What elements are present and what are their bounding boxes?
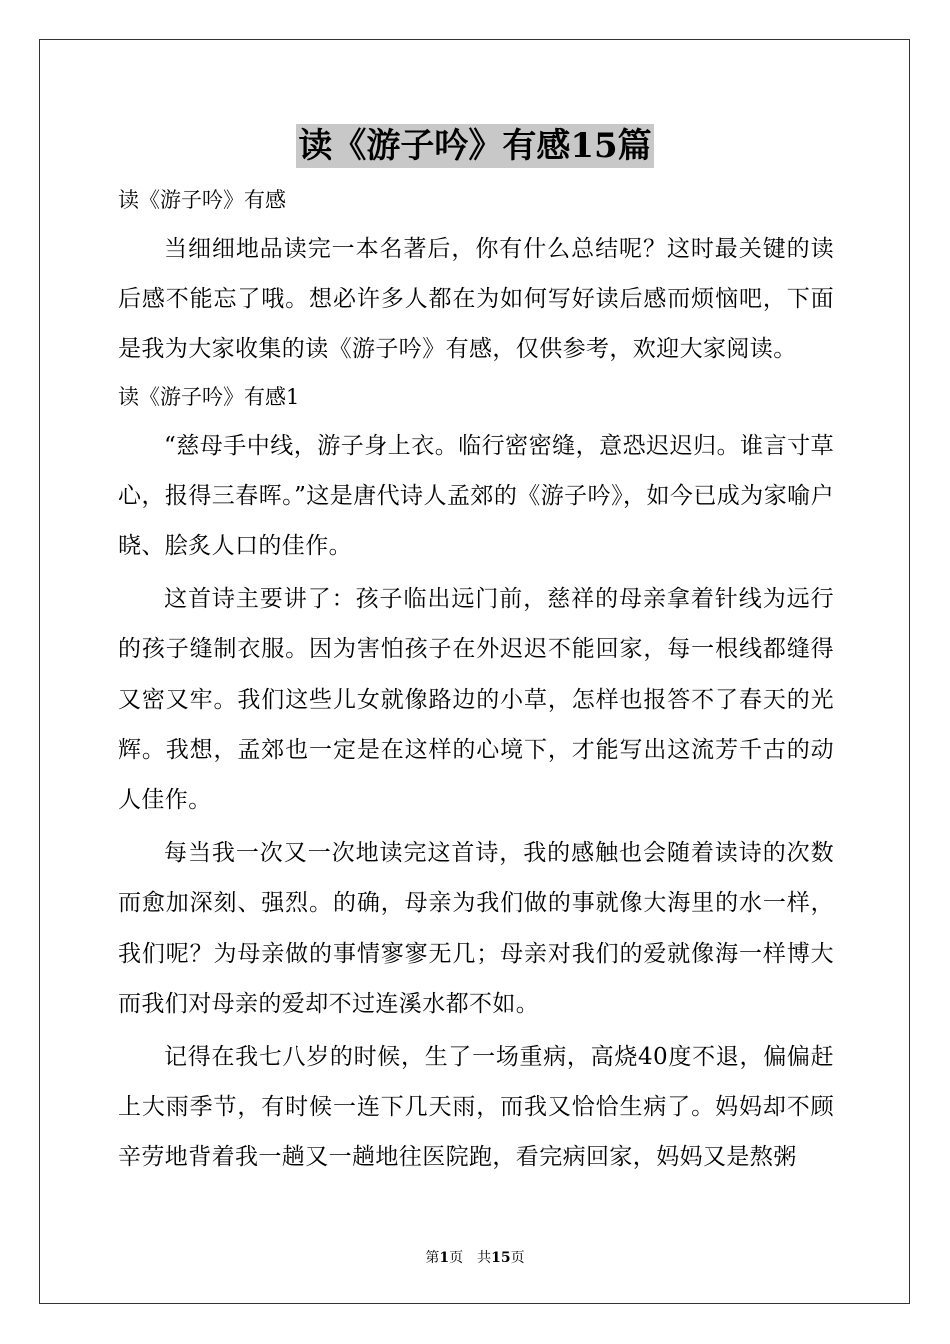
footer-mid: 页 共: [449, 1250, 492, 1266]
document-title-row: [0, 124, 950, 174]
footer-total-pages: 15: [491, 1250, 511, 1266]
footer-prefix: 第: [425, 1250, 440, 1266]
body-paragraph: 这首诗主要讲了：孩子临出远门前，慈祥的母亲拿着针线为远行的孩子缝制衣服。因为害怕孩子在外迟迟不能回家，每一根线都缝得又密又牢。我们这些儿女就像路边的小草，怎样也报答不了春天的光辉。我想，孟郊也一定是在这样的心境下，才能写出这流芳千古的动人佳作。: [118, 586, 834, 814]
page-footer: [0, 1248, 950, 1268]
body-paragraph: “慈母手中线，游子身上衣。临行密密缝，意恐迟迟归。谁言寸草心，报得三春晖。”这是唐代诗人孟郊的《游子吟》，如今已成为家喻户晓、脍炙人口的佳作。: [118, 432, 834, 560]
body-paragraph: 每当我一次又一次地读完这首诗，我的感触也会随着读诗的次数而愈加深刻、强烈。的确，母亲为我们做的事就像大海里的水一样，我们呢？为母亲做的事情寥寥无几；母亲对我们的爱就像海一样博大而我们对母亲的爱却不过连溪水都不如。: [118, 840, 834, 1017]
section-heading: 读《游子吟》有感1: [118, 384, 300, 409]
document-body: [118, 178, 834, 1183]
footer-suffix: 页: [510, 1250, 525, 1266]
intro-heading: 读《游子吟》有感: [118, 188, 286, 212]
footer-current-page: 1: [439, 1250, 450, 1266]
document-title: 读《游子吟》有感15篇: [298, 126, 652, 166]
intro-paragraph: 当细细地品读完一本名著后，你有什么总结呢？这时最关键的读后感不能忘了哦。想必许多人都在为如何写好读后感而烦恼吧，下面是我为大家收集的读《游子吟》有感，仅供参考，欢迎大家阅读。: [118, 236, 834, 363]
body-paragraph: 记得在我七八岁的时候，生了一场重病，高烧40度不退，偏偏赶上大雨季节，有时候一连下几天雨，而我又恰恰生病了。妈妈却不顾辛劳地背着我一趟又一趟地往医院跑，看完病回家，妈妈又是熬粥: [118, 1044, 834, 1171]
